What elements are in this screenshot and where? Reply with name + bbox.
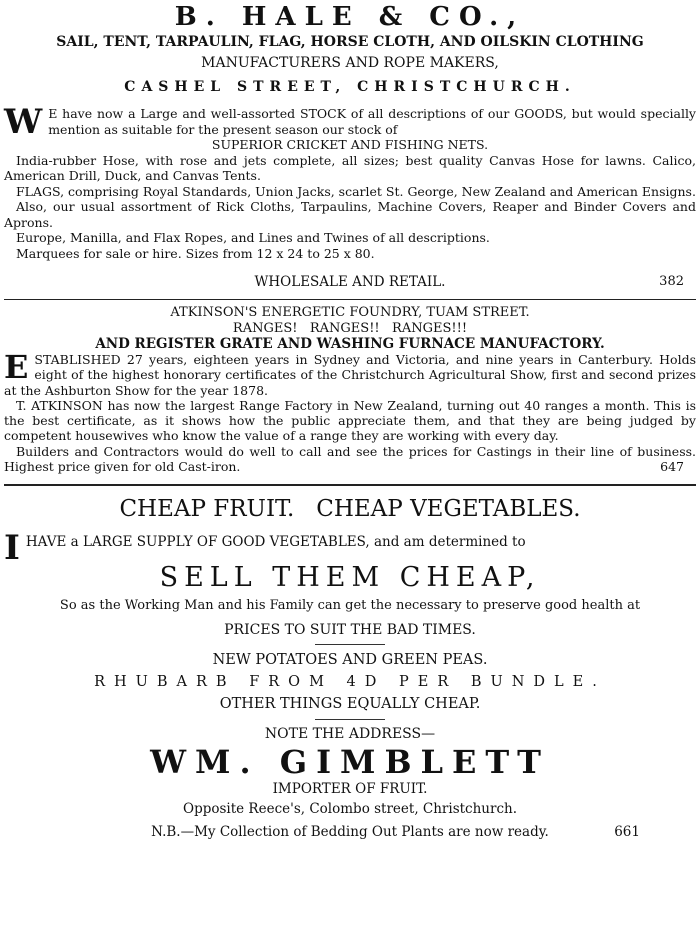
hale-body (4, 102, 696, 261)
hale-ropes: Europe, Manilla, and Flax Ropes, and Lines and Twines of all descriptions. (16, 230, 490, 245)
short-rule-1 (315, 644, 385, 645)
hale-advertisement (4, 2, 696, 297)
hale-title: B. HALE & CO., (174, 2, 526, 32)
atkinson-subtitle: AND REGISTER GRATE AND WASHING FURNACE MANUFACTORY. (95, 336, 605, 352)
hale-dropcap: W (4, 102, 43, 142)
gimblett-other-things: OTHER THINGS EQUALLY CHEAP. (219, 696, 481, 713)
gimblett-advertisement (4, 489, 696, 844)
hale-ad-number: 382 (659, 274, 684, 289)
gimblett-ad-number: 661 (614, 824, 640, 841)
hale-nets: SUPERIOR CRICKET AND FISHING NETS. (211, 137, 489, 152)
atkinson-ranges: RANGES! RANGES!! RANGES!!! (232, 321, 468, 336)
gimblett-importer: IMPORTER OF FRUIT. (272, 781, 428, 798)
atkinson-builders (4, 444, 696, 475)
atkinson-ad-number: 647 (660, 459, 684, 475)
atkinson-title: ATKINSON'S ENERGETIC FOUNDRY, TUAM STREET. (170, 305, 530, 320)
divider-rule-1 (4, 299, 696, 300)
hale-address: CASHEL STREET, CHRISTCHURCH. (124, 79, 576, 95)
hale-covers: Also, our usual assortment of Rick Cloths, Tarpaulins, Machine Covers, Reaper and Binder Covers and Aprons. (4, 199, 696, 230)
gimblett-nb: N.B.—My Collection of Bedding Out Plants are now ready. (151, 824, 549, 841)
gimblett-sell-cheap: SELL THEM CHEAP, (159, 562, 541, 594)
gimblett-prices: PRICES TO SUIT THE BAD TIMES. (224, 622, 476, 639)
hale-intro-paragraph (4, 102, 696, 142)
hale-wholesale: WHOLESALE AND RETAIL. (254, 274, 446, 290)
gimblett-working-man: So as the Working Man and his Family can get the necessary to preserve good health at (59, 598, 641, 614)
gimblett-new-potatoes: NEW POTATOES AND GREEN PEAS. (212, 652, 488, 669)
atkinson-dropcap: E (4, 348, 29, 386)
gimblett-dropcap: I (4, 528, 20, 569)
hale-intro-text: E have now a Large and well-assorted STOCK of all descriptions of our GOODS, but would specially mention as suitable for the present season our stock of (48, 106, 696, 137)
hale-trades: SAIL, TENT, TARPAULIN, FLAG, HORSE CLOTH, AND OILSKIN CLOTHING (56, 34, 644, 50)
gimblett-intro-paragraph (4, 528, 696, 569)
atkinson-established-text: STABLISHED 27 years, eighteen years in Sydney and Victoria, and nine years in Canterbury. Holds eight of the highest honorary certificates of the Christchurch Agricultural Show, first and second prizes at the Ashburton Show for the year 1878. (4, 352, 696, 398)
gimblett-location: Opposite Reece's, Colombo street, Christchurch. (183, 801, 517, 818)
divider-rule-2 (4, 484, 696, 486)
atkinson-factory: T. ATKINSON has now the largest Range Factory in New Zealand, turning out 40 ranges a month. This is the best certificate, as it shows how the public appreciate them, and that they are being judged by competent housewives who know the value of a range they are working with every day. (4, 397, 696, 444)
short-rule-2 (315, 719, 385, 720)
hale-manufacturers: MANUFACTURERS AND ROPE MAKERS, (201, 55, 499, 71)
hale-hose: India-rubber Hose, with rose and jets complete, all sizes; best quality Canvas Hose for lawns. Calico, American Drill, Duck, and Canvas Tents. (4, 152, 696, 183)
gimblett-intro-text: HAVE a LARGE SUPPLY OF GOOD VEGETABLES, and am determined to (25, 534, 526, 551)
atkinson-builders-text: Builders and Contractors would do well to call and see the prices for Castings in their line of business. Highest price given for old Cast-iron. (4, 443, 696, 475)
atkinson-body (4, 348, 696, 475)
hale-flags: FLAGS, comprising Royal Standards, Union Jacks, scarlet St. George, New Zealand and American Ensigns. (16, 183, 696, 199)
atkinson-advertisement (4, 305, 696, 474)
gimblett-name: WM. GIMBLETT (150, 743, 550, 782)
gimblett-rhubarb: RHUBARB FROM 4D PER BUNDLE. (94, 674, 606, 691)
hale-marquees: Marquees for sale or hire. Sizes from 12 x 24 to 25 x 80. (16, 245, 375, 261)
gimblett-note-address: NOTE THE ADDRESS— (264, 726, 436, 743)
atkinson-established-paragraph (4, 348, 696, 398)
gimblett-title: CHEAP FRUIT. CHEAP VEGETABLES. (119, 496, 581, 523)
newspaper-page (0, 2, 700, 952)
